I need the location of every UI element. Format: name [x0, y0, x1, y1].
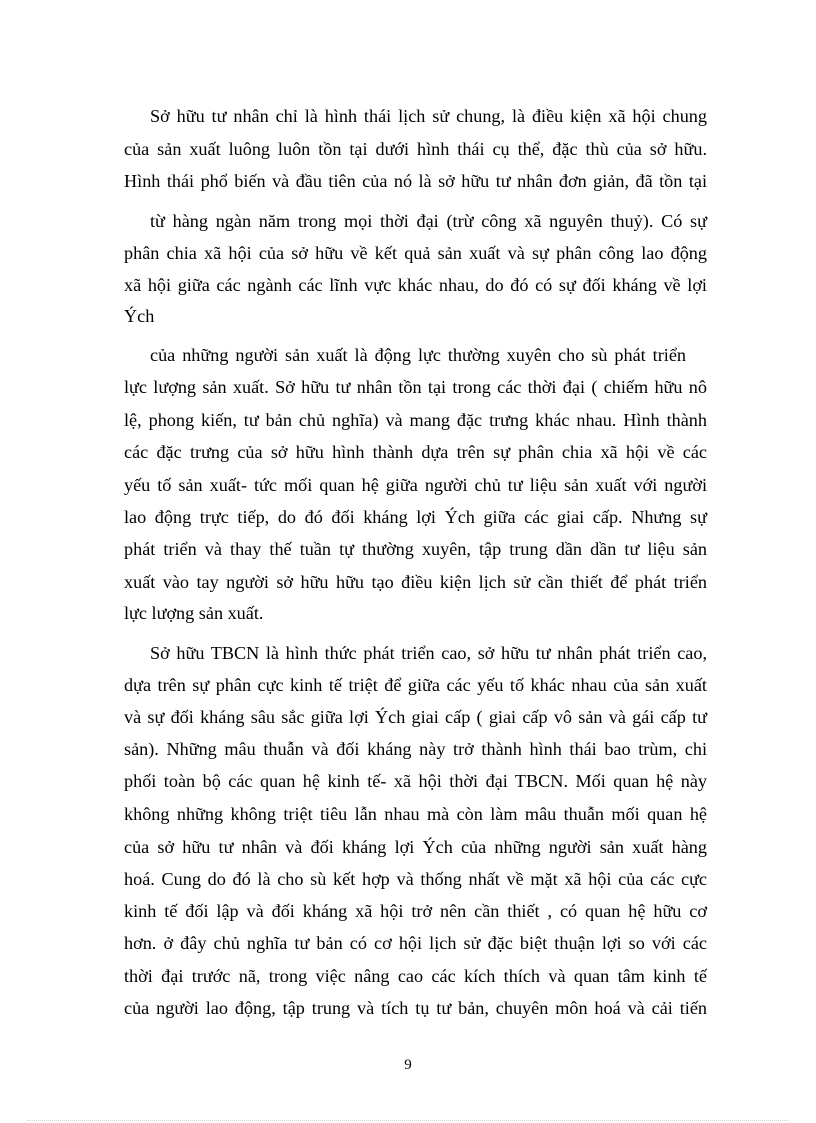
text-line: lực lượng sản xuất. Sở hữu tư nhân tồn tại trong các thời đại ( chiếm hữu nô — [124, 377, 707, 397]
text-line: và sự đối kháng sâu sắc giữa lợi Ých giai cấp ( giai cấp vô sản và gái cấp tư — [124, 707, 707, 727]
text-line: hoá. Cung do đó là cho sù kết hợp và thống nhất về mặt xã hội của các cực — [124, 869, 707, 889]
text-line: dựa trên sự phân cực kinh tế triệt để giữa các yếu tố khác nhau của sản xuất — [124, 675, 707, 695]
text-line: kinh tế đối lập và đối kháng xã hội trở nên cần thiết , có quan hệ hữu cơ — [124, 901, 707, 921]
text-line: Sở hữu tư nhân chỉ là hình thái lịch sử chung, là điều kiện xã hội chung — [150, 106, 707, 126]
text-line: Hình thái phổ biến và đầu tiên của nó là sở hữu tư nhân đơn giản, đã tồn tại — [124, 171, 707, 191]
text-line: của sở hữu tư nhân và đối kháng lợi Ých của những người sản xuất hàng — [124, 837, 707, 857]
text-line: của người lao động, tập trung và tích tụ tư bản, chuyên môn hoá và cải tiến — [124, 998, 707, 1018]
text-line: xã hội giữa các ngành các lĩnh vực khác nhau, do đó có sự đối kháng về lợi — [124, 275, 707, 295]
text-line: hơn. ở đây chủ nghĩa tư bản có cơ hội lịch sử đặc biệt thuận lợi so với các — [124, 933, 707, 953]
page-number: 9 — [404, 1057, 412, 1073]
text-line: phân chia xã hội của sở hữu về kết quả sản xuất và sự phân công lao động — [124, 243, 707, 263]
page-bottom-divider — [27, 1120, 789, 1121]
text-line: không những không triệt tiêu lẫn nhau mà còn làm mâu thuẫn mối quan hệ — [124, 804, 707, 824]
text-line: thời đại trước nã, trong việc nâng cao các kích thích và quan tâm kinh tế — [124, 966, 707, 986]
text-line: yếu tố sản xuất- tức mối quan hệ giữa người chủ tư liệu sản xuất với người — [124, 475, 707, 495]
text-line: của sản xuất luông luôn tồn tại dưới hình thái cụ thể, đặc thù của sở hữu. — [124, 139, 707, 159]
text-line: phối toàn bộ các quan hệ kinh tế- xã hội thời đại TBCN. Mối quan hệ này — [124, 771, 707, 791]
text-line: Ých — [124, 306, 155, 326]
text-line: lệ, phong kiến, tư bản chủ nghĩa) và mang đặc trưng khác nhau. Hình thành — [124, 410, 707, 430]
text-line: của những người sản xuất là động lực thường xuyên cho sù phát triển — [150, 345, 686, 365]
text-line: Sở hữu TBCN là hình thức phát triển cao, sở hữu tư nhân phát triển cao, — [150, 643, 707, 663]
text-line: từ hàng ngàn năm trong mọi thời đại (trừ công xã nguyên thuỷ). Có sự — [150, 211, 707, 231]
text-line: sản). Những mâu thuẫn và đối kháng này trở thành hình thái bao trùm, chi — [124, 739, 707, 759]
text-line: lao động trực tiếp, do đó đối kháng lợi Ých giữa các giai cấp. Nhưng sự — [124, 507, 707, 527]
text-line: phát triển và thay thế tuần tự thường xuyên, tập trung dần dần tư liệu sản — [124, 539, 707, 559]
text-line: xuất vào tay người sở hữu hữu tạo điều kiện lịch sử cần thiết để phát triển — [124, 572, 707, 592]
text-line: lực lượng sản xuất. — [124, 603, 264, 623]
text-line: các đặc trưng của sở hữu hình thành dựa trên sự phân chia xã hội về các — [124, 442, 707, 462]
